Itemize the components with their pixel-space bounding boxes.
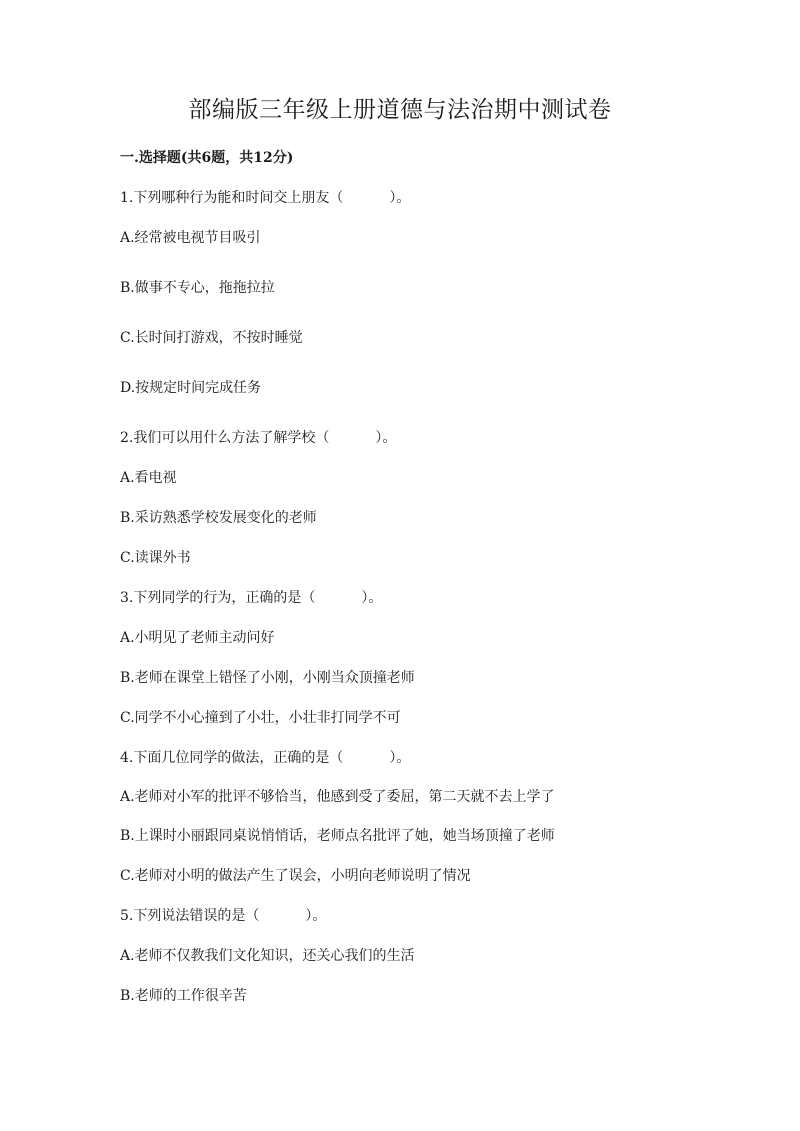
question-stem-end: ）。 — [305, 908, 327, 924]
question-stem-text: 5.下列说法错误的是（ — [120, 908, 260, 924]
question-1-option-b: B.做事不专心，拖拖拉拉 — [120, 280, 275, 296]
question-2-option-b: B.采访熟悉学校发展变化的老师 — [120, 510, 317, 526]
question-5-option-b: B.老师的工作很辛苦 — [120, 988, 247, 1004]
question-5-stem — [120, 904, 326, 928]
question-3-stem — [120, 586, 382, 610]
section-heading: 一.选择题(共6题，共12分) — [120, 150, 294, 166]
question-4-option-c: C.老师对小明的做法产生了误会，小明向老师说明了情况 — [120, 868, 471, 884]
question-5-option-a: A.老师不仅教我们文化知识，还关心我们的生活 — [120, 948, 415, 964]
question-4-stem — [120, 746, 410, 770]
question-1-option-d: D.按规定时间完成任务 — [120, 380, 262, 396]
question-1-option-a: A.经常被电视节目吸引 — [120, 230, 261, 246]
question-stem-end: ）。 — [375, 430, 397, 446]
question-3-option-a: A.小明见了老师主动问好 — [120, 630, 275, 646]
question-3-option-c: C.同学不小心撞到了小壮，小壮非打同学不可 — [120, 710, 401, 726]
question-2-option-c: C.读课外书 — [120, 550, 191, 566]
question-3-option-b: B.老师在课堂上错怪了小刚，小刚当众顶撞老师 — [120, 670, 415, 686]
question-stem-end: ）。 — [389, 190, 411, 206]
question-2-stem — [120, 426, 396, 450]
question-stem-end: ）。 — [361, 590, 383, 606]
question-1-stem — [120, 186, 410, 210]
question-2-option-a: A.看电视 — [120, 470, 177, 486]
question-4-option-b: B.上课时小丽跟同桌说悄悄话，老师点名批评了她，她当场顶撞了老师 — [120, 828, 555, 844]
question-stem-text: 3.下列同学的行为，正确的是（ — [120, 590, 316, 606]
question-stem-text: 2.我们可以用什么方法了解学校（ — [120, 430, 330, 446]
page-title: 部编版三年级上册道德与法治期中测试卷 — [188, 97, 612, 123]
question-stem-text: 4.下面几位同学的做法，正确的是（ — [120, 750, 344, 766]
question-4-option-a: A.老师对小军的批评不够恰当，他感到受了委屈，第二天就不去上学了 — [120, 789, 555, 805]
question-stem-end: ）。 — [389, 750, 411, 766]
question-stem-text: 1.下列哪种行为能和时间交上朋友（ — [120, 190, 344, 206]
question-1-option-c: C.长时间打游戏，不按时睡觉 — [120, 330, 303, 346]
